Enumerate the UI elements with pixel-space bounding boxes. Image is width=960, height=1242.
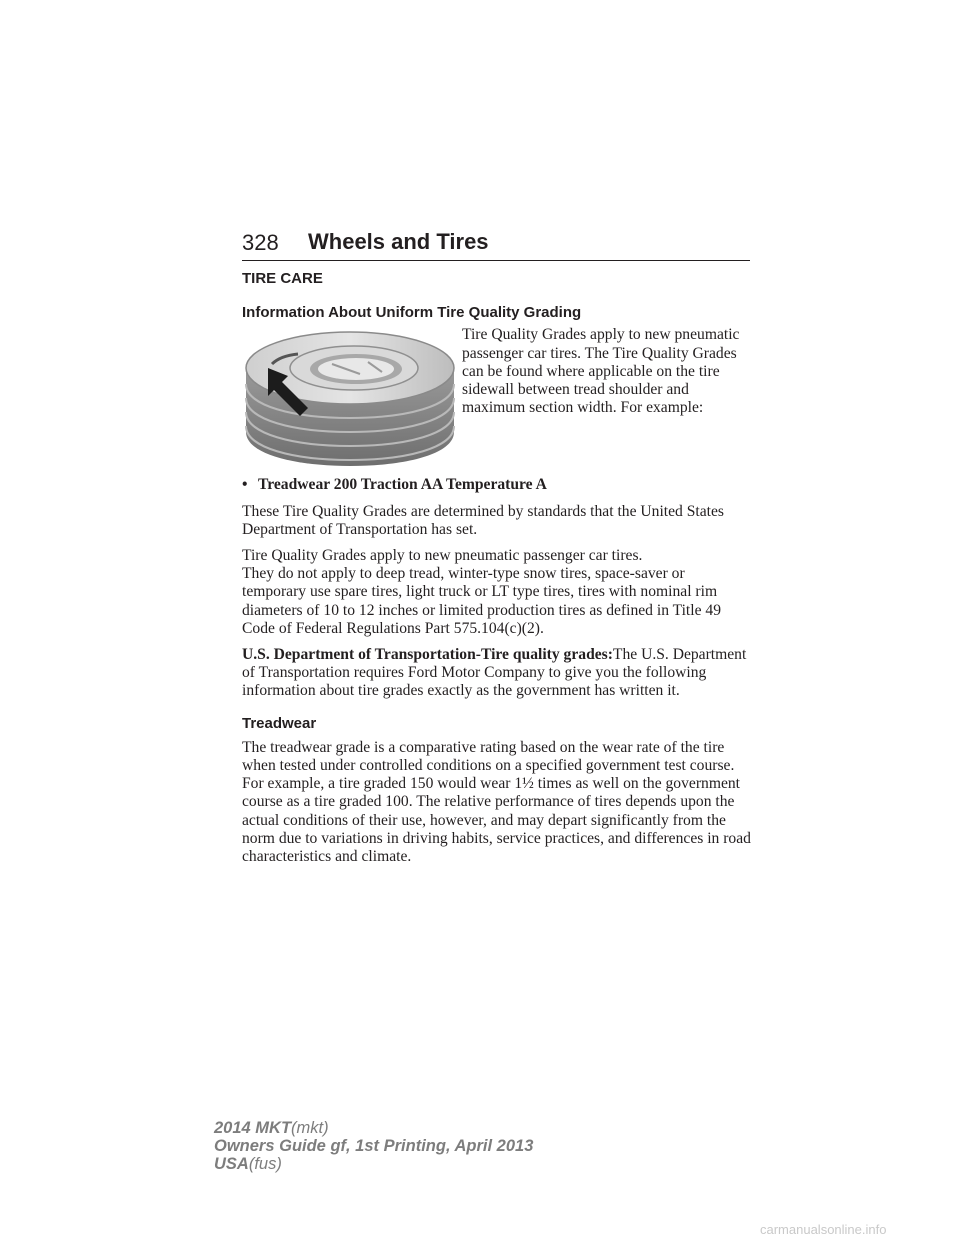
footer-region: USA (214, 1155, 249, 1173)
footer-line-edition (214, 1137, 533, 1155)
applicability-rest: They do not apply to deep tread, winter-type snow tires, space-saver or temporary use spare tires, light truck or LT type tires, tires with nominal rim diameters of 10 to 12 inches or limited production tires as defined in Title 49 Code of Federal Regulations Part 575.104(c)(2). (242, 565, 721, 637)
applicability-first-line: Tire Quality Grades apply to new pneumatic passenger car tires. (242, 547, 643, 565)
paragraph-standards: These Tire Quality Grades are determined by standards that the United States Department of Transportation has set. (242, 502, 724, 538)
footer-model-code: (mkt) (291, 1119, 329, 1137)
bullet-item (242, 476, 752, 494)
page-header (242, 228, 750, 261)
footer-edition: Owners Guide gf, 1st Printing, April 2013 (214, 1137, 534, 1155)
bullet-marker: • (242, 476, 248, 494)
section-heading: TIRE CARE (242, 270, 323, 287)
footer-line-model (214, 1119, 533, 1137)
intro-paragraph: Tire Quality Grades apply to new pneumatic passenger car tires. The Tire Quality Grades can be found where applicable on the tire sidewall between tread shoulder and maximum section width. For example: (462, 326, 740, 417)
treadwear-heading: Treadwear (242, 714, 317, 732)
page-number: 328 (242, 230, 279, 255)
tire-with-arrow-icon (242, 328, 458, 468)
paragraph-dot-grades (242, 646, 752, 701)
bullet-text: Treadwear 200 Traction AA Temperature A (258, 476, 547, 494)
footer-region-code: (fus) (248, 1155, 282, 1173)
intro-row (242, 326, 752, 468)
document-footer (214, 1119, 533, 1173)
footer-model: 2014 MKT (214, 1119, 292, 1137)
dot-grades-text: The U.S. Department of Transportation requires Ford Motor Company to give you the following information about tire grades exactly as the government has written it. (242, 646, 747, 700)
footer-line-region (214, 1155, 533, 1173)
watermark: carmanualsonline.info (760, 1222, 887, 1237)
treadwear-paragraph: The treadwear grade is a comparative rating based on the wear rate of the tire when tested under controlled conditions on a specified government test course. For example, a tire graded 150 would wear 1½ times as well on the government course as a tire graded 100. The relative performance of tires depends upon the actual conditions of their use, however, and may depart significantly from the norm due to variations in driving habits, service practices, and differences in road characteristics and climate. (242, 738, 751, 866)
dot-grades-lead: U.S. Department of Transportation-Tire quality grades: (242, 646, 613, 664)
chapter-title: Wheels and Tires (308, 229, 489, 254)
page-content (242, 270, 752, 874)
paragraph-applicability (242, 547, 752, 638)
sub-heading: Information About Uniform Tire Quality Grading (242, 304, 582, 322)
